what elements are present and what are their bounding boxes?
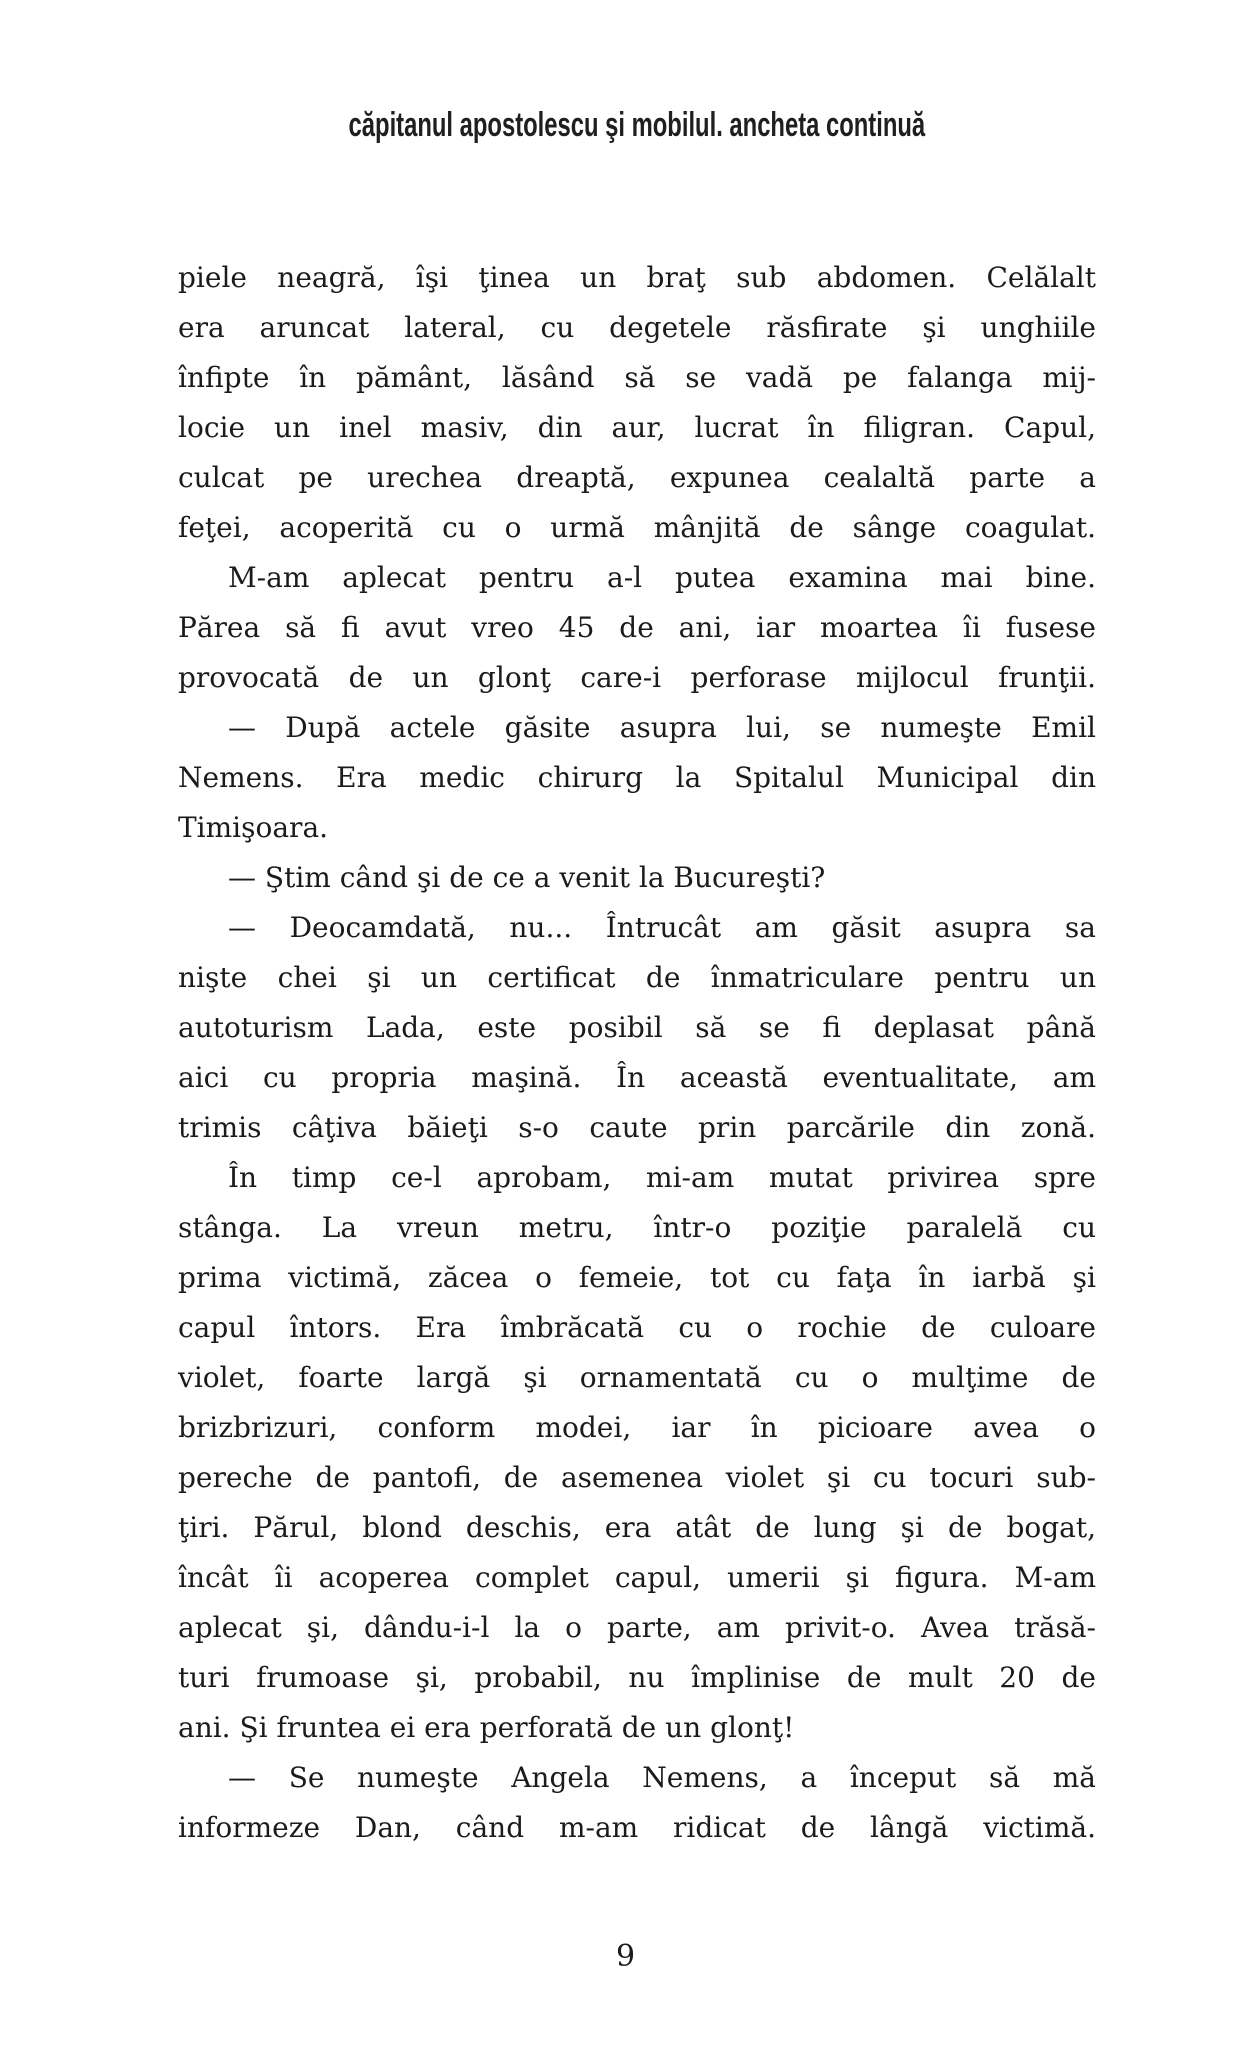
- text-line: aplecat şi, dându-i-l la o parte, am privit-o. Avea trăsă-: [178, 1611, 1096, 1644]
- text-line: încât îi acoperea complet capul, umerii şi figura. M-am: [178, 1561, 1096, 1594]
- text-line: În timp ce-l aprobam, mi-am mutat privirea spre: [228, 1161, 1096, 1194]
- page-number: 9: [615, 1939, 636, 1974]
- text-line: stânga. La vreun metru, într-o poziţie paralelă cu: [178, 1211, 1096, 1244]
- text-line: Părea să fi avut vreo 45 de ani, iar moartea îi fusese: [178, 611, 1096, 644]
- text-line: provocată de un glonţ care-i perforase mijlocul frunţii.: [178, 661, 1096, 694]
- text-line: — Se numeşte Angela Nemens, a început să mă: [228, 1761, 1096, 1794]
- text-line: ani. Şi fruntea ei era perforată de un glonţ!: [178, 1711, 795, 1744]
- text-line: pereche de pantofi, de asemenea violet şi cu tocuri sub-: [178, 1461, 1096, 1494]
- text-line: informeze Dan, când m-am ridicat de lângă victimă.: [178, 1811, 1096, 1844]
- text-line: — Deocamdată, nu... Întrucât am găsit asupra sa: [228, 911, 1096, 944]
- running-header: [178, 108, 1096, 142]
- text-line: — După actele găsite asupra lui, se numeşte Emil: [228, 711, 1096, 744]
- text-line: Nemens. Era medic chirurg la Spitalul Municipal din: [178, 761, 1096, 794]
- text-line: piele neagră, îşi ţinea un braţ sub abdomen. Celălalt: [178, 261, 1096, 294]
- text-line: era aruncat lateral, cu degetele răsfirate şi unghiile: [178, 311, 1096, 344]
- text-line: ţiri. Părul, blond deschis, era atât de lung şi de bogat,: [178, 1511, 1096, 1544]
- text-line: înfipte în pământ, lăsând să se vadă pe falanga mij-: [178, 361, 1096, 394]
- text-line: turi frumoase şi, probabil, nu împlinise de mult 20 de: [178, 1661, 1096, 1694]
- text-line: culcat pe urechea dreaptă, expunea cealaltă parte a: [178, 461, 1096, 494]
- text-line: feţei, acoperită cu o urmă mânjită de sânge coagulat.: [178, 511, 1096, 544]
- text-line: autoturism Lada, este posibil să se fi deplasat până: [178, 1011, 1096, 1044]
- page-body-text: [178, 253, 1096, 1853]
- text-line: Timişoara.: [178, 811, 329, 844]
- text-line: brizbrizuri, conform modei, iar în picioare avea o: [178, 1411, 1096, 1444]
- text-line: capul întors. Era îmbrăcată cu o rochie de culoare: [178, 1311, 1096, 1344]
- text-line: trimis câţiva băieţi s-o caute prin parcările din zonă.: [178, 1111, 1096, 1144]
- text-line: violet, foarte largă şi ornamentată cu o mulţime de: [178, 1361, 1096, 1394]
- running-header-text: căpitanul apostolescu şi mobilul. ancheta continuă: [348, 106, 926, 144]
- text-line: M-am aplecat pentru a-l putea examina mai bine.: [228, 561, 1096, 594]
- text-line: — Ştim când şi de ce a venit la Bucureşti?: [228, 861, 826, 894]
- text-line: aici cu propria maşină. În această eventualitate, am: [178, 1061, 1096, 1094]
- text-line: nişte chei şi un certificat de înmatriculare pentru un: [178, 961, 1096, 994]
- text-line: prima victimă, zăcea o femeie, tot cu faţa în iarbă şi: [178, 1261, 1096, 1294]
- text-line: locie un inel masiv, din aur, lucrat în filigran. Capul,: [178, 411, 1096, 444]
